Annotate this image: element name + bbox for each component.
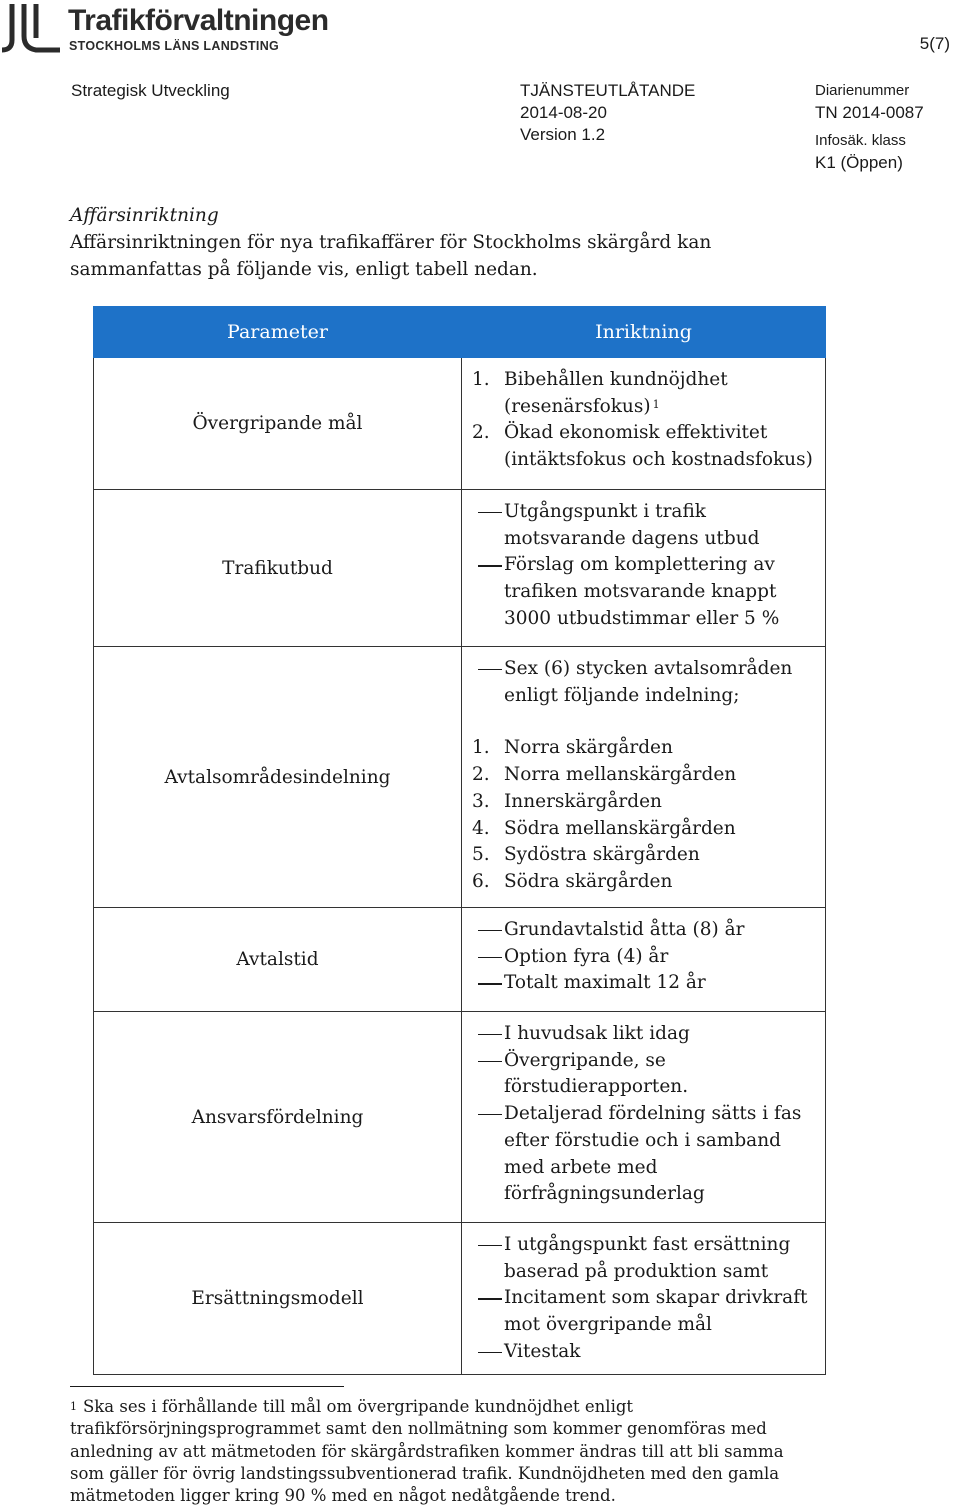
param-cell: Trafikutbud [94,490,462,647]
intro-line: sammanfattas på följande vis, enligt tabell nedan. [70,259,538,280]
list-item: Vitestak [472,1339,817,1366]
dash-list [472,1021,817,1208]
list-item: 6. Södra skärgården [472,870,673,892]
numbered-list [472,367,817,474]
logo [0,0,330,60]
table-row [94,1223,826,1375]
list-item: I huvudsak likt idag [472,1021,817,1048]
column-header-inriktning: Inriktning [462,307,826,358]
param-cell: Avtalsområdesindelning [94,647,462,908]
param-cell: Avtalstid [94,908,462,1012]
param-cell: Ansvarsfördelning [94,1012,462,1223]
list-item: Övergripande, se förstudierapporten. [472,1048,817,1101]
diarienummer: TN 2014-0087 [815,103,924,122]
numbered-list [472,735,817,895]
footnote-marker: 1 [70,1400,77,1413]
intro-line: Affärsinriktningen för nya trafikaffärer för Stockholms skärgård kan [70,232,712,253]
inriktning-cell [462,908,826,1012]
inriktning-cell [462,358,826,490]
list-item: Option fyra (4) år [472,944,817,971]
list-item: Incitament som skapar drivkraft mot övergripande mål [472,1285,817,1338]
list-item: 1. Norra skärgården [472,737,673,759]
param-cell: Övergripande mål [94,358,462,490]
list-item: Sex (6) stycken avtalsområden enligt följande indelning; [472,656,817,709]
list-item: 3. Innerskärgården [472,790,662,812]
dash-list [472,656,817,709]
list-item: Utgångspunkt i trafik motsvarande dagens utbud [472,499,817,552]
table-row [94,1012,826,1223]
section-heading: Affärsinriktning [70,205,219,226]
list-item: Förslag om komplettering av trafiken motsvarande knappt 3000 utbudstimmar eller 5 % [472,552,817,632]
table-row [94,490,826,647]
list-item: I utgångspunkt fast ersättning baserad på produktion samt [472,1232,817,1285]
department: Strategisk Utveckling [71,81,230,100]
inriktning-cell [462,647,826,908]
inriktning-cell [462,490,826,647]
list-item: 2. Ökad ekonomisk effektivitet (intäktsfokus och kostnadsfokus) [472,422,813,471]
inriktning-cell [462,1223,826,1375]
doc-type: TJÄNSTEUTLÅTANDE [520,81,696,100]
doc-info [520,80,695,146]
inriktning-cell [462,1012,826,1223]
list-item: Grundavtalstid åtta (8) år [472,917,817,944]
table-row [94,647,826,908]
logo-title: Trafikförvaltningen [68,4,329,37]
table-row [94,908,826,1012]
dash-list [472,917,817,997]
infosak-label: Infosäk. klass [815,132,906,149]
diarienummer-label: Diarienummer [815,82,910,99]
trafikforvaltningen-logo-mark-icon [0,2,62,54]
footnote-separator [70,1386,344,1387]
list-item: 4. Södra mellanskärgården [472,817,736,839]
dash-list [472,1232,817,1366]
footnote: $^1$ Ska ses i förhållande till mål om övergripande kundnöjdhet enligt trafikförsörjningsprogrammet samt den nollmätning som kommer genomföras med anledning av att mätmetoden för skärgårdstrafiken kommer ändras till att bli samma som gäller för övrig landstingssubventionerad trafik. Kundnöjdheten med den gamla mätmetoden ligger kring 90 % med en något nedåtgående trend. [70,1397,784,1506]
column-header-parameter: Parameter [94,307,462,358]
list-item: Totalt maximalt 12 år [472,970,817,997]
list-item: 1. Bibehållen kundnöjdhet (resenärsfokus) $^1$ [472,369,728,417]
logo-subtitle: STOCKHOLMS LÄNS LANDSTING [69,39,280,53]
table-header-row [94,307,826,358]
dash-list [472,499,817,633]
affarsinriktning-table [93,306,826,1375]
list-item: 5. Sydöstra skärgården [472,844,700,866]
doc-version: Version 1.2 [520,125,606,144]
page-number: 5(7) [919,34,950,53]
intro [70,202,711,283]
list-item: 2. Norra mellanskärgården [472,764,737,786]
table-row [94,358,826,490]
doc-date: 2014-08-20 [520,103,607,122]
list-item: Detaljerad fördelning sätts i fas efter förstudie och i samband med arbete med förfrågningsunderlag [472,1101,817,1208]
infosak-value: K1 (Öppen) [815,153,903,172]
doc-classification [815,80,924,174]
param-cell: Ersättningsmodell [94,1223,462,1375]
footnote-marker: 1 [652,397,660,411]
